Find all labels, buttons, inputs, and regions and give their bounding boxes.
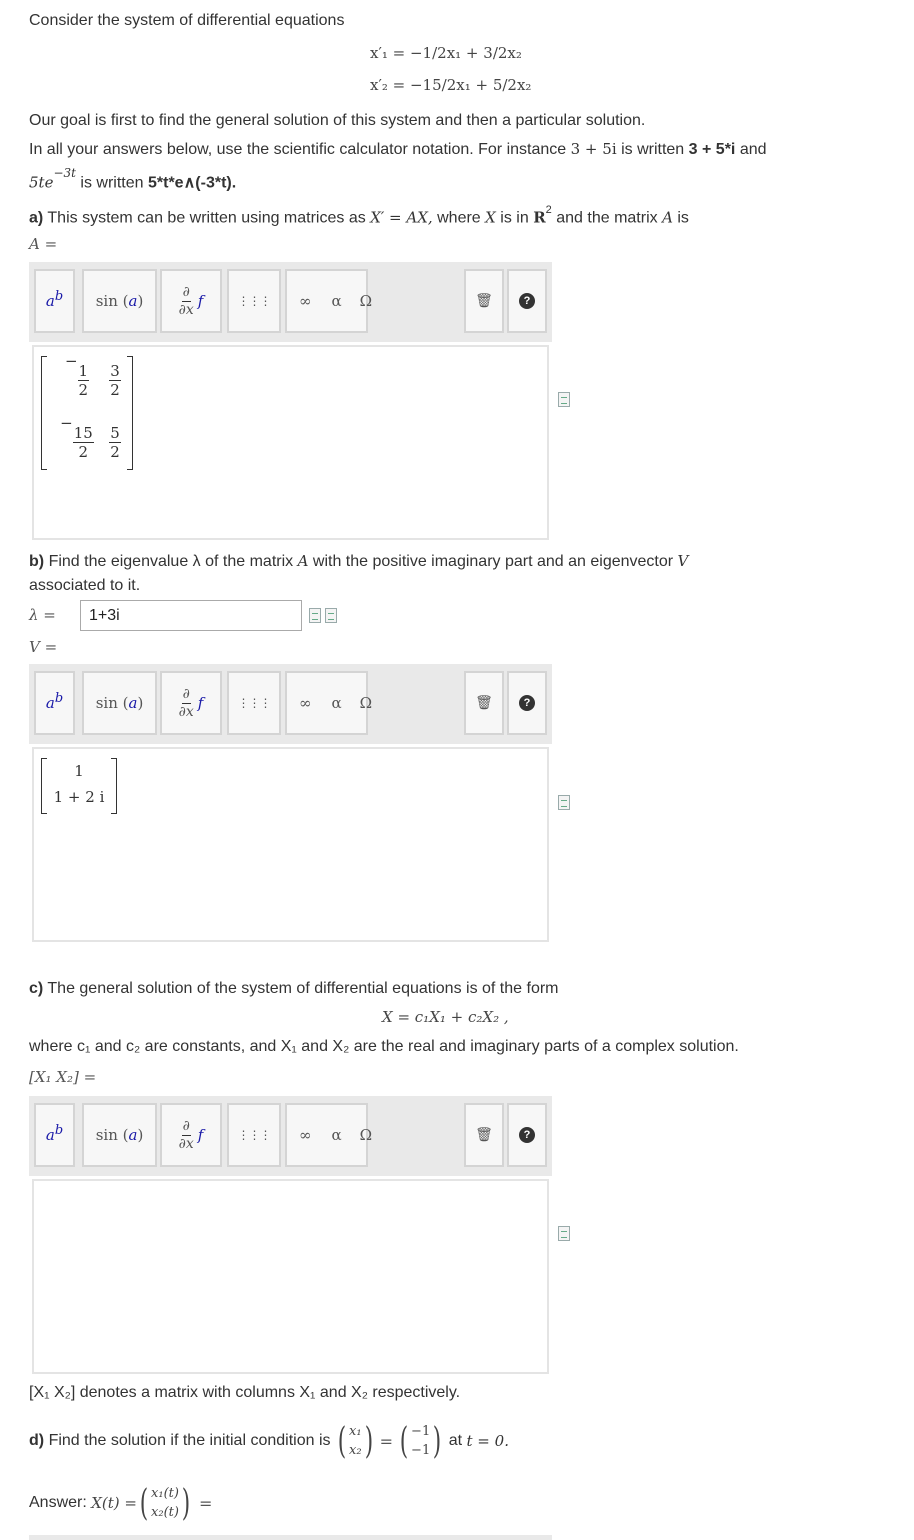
help-button[interactable] — [507, 671, 547, 735]
V-label: V = — [29, 638, 58, 656]
lambda-input[interactable]: 1+3i — [80, 600, 302, 631]
trash-icon: 🗑 — [475, 1127, 493, 1143]
notation-line-2 — [29, 166, 237, 192]
answer-vector: x₁(t) x₂(t) — [151, 1486, 179, 1520]
part-a-text: This system can be written using matrices as — [47, 209, 366, 227]
matrix-icon-button[interactable] — [227, 671, 281, 735]
part-c-note: [X₁ X₂] denotes a matrix with columns X₁ and X₂ respectively. — [29, 1384, 461, 1401]
answer-label: Answer: — [29, 1494, 87, 1511]
preview-icon-a[interactable] — [558, 392, 570, 407]
matrix-icon: ⋮⋮⋮ — [237, 294, 271, 308]
derivative-button[interactable]: $\frac{\partial}{\partial x}$ f — [160, 1103, 222, 1167]
notation-pre: In all your answers below, use the scientific calculator notation. For instance — [29, 141, 567, 158]
notation-line — [29, 140, 767, 159]
lambda-label: λ = — [29, 606, 56, 624]
matrix-icon-button[interactable] — [227, 269, 281, 333]
help-button[interactable] — [507, 1103, 547, 1167]
part-b-text: Find the eigenvalue λ of the matrix — [48, 553, 294, 570]
alpha-icon: α — [331, 694, 342, 712]
A-equals-label: A = — [29, 235, 58, 253]
vector-V — [41, 758, 117, 814]
equation-1: x′₁ = −1/2x₁ + 3/2x₂ — [370, 44, 522, 62]
trash-button[interactable] — [464, 269, 504, 333]
vector-V-r1: 1 — [74, 762, 84, 780]
matrix-A — [41, 352, 133, 470]
editor-toolbar — [29, 262, 552, 342]
trash-button[interactable] — [464, 671, 504, 735]
initial-rhs-vector: −1 −1 — [411, 1424, 431, 1458]
initial-lhs-vector: x₁ x₂ — [349, 1424, 362, 1458]
part-b-label: b) — [29, 553, 45, 570]
help-button[interactable] — [507, 269, 547, 333]
trash-icon: 🗑 — [475, 695, 493, 711]
part-a-and-matrix: and the matrix — [556, 209, 658, 227]
notation-example-1-math: 3 + 5i — [570, 140, 617, 158]
sin-button[interactable]: sin ( a ) — [82, 1103, 157, 1167]
part-b-prompt — [29, 549, 869, 598]
help-icon: ? — [519, 293, 535, 309]
part-a-is: is — [677, 209, 689, 227]
matrix-X1X2-editor — [29, 1096, 552, 1374]
notation-example-2-calc: 5*t*e∧(-3*t). — [148, 174, 237, 192]
matrix-icon: ⋮⋮⋮ — [237, 696, 271, 710]
part-c-label: c) — [29, 980, 44, 997]
notation-is-written-1: is written — [621, 141, 685, 158]
symbols-button[interactable] — [285, 1103, 373, 1167]
part-d-label: d) — [29, 1432, 45, 1449]
preview-icon-c[interactable] — [558, 1226, 570, 1241]
part-a-label: a) — [29, 209, 44, 227]
power-button[interactable]: a $^b$ — [34, 671, 75, 735]
X1X2-label: [X₁ X₂] = — [29, 1068, 97, 1086]
omega-icon: Ω — [359, 694, 373, 712]
editor-toolbar — [29, 1096, 552, 1176]
sin-button[interactable]: sin ( a ) — [82, 671, 157, 735]
answer-X: X(t) = — [91, 1494, 137, 1512]
trash-icon: 🗑 — [475, 293, 493, 309]
omega-icon: Ω — [359, 292, 373, 310]
matrix-A-r2c2: $\frac{5}{2}$ — [110, 424, 120, 461]
preview-icon-b[interactable] — [558, 795, 570, 810]
matrix-A-editor — [29, 262, 552, 540]
matrix-A-r2c1: − $\frac{15}{2}$ — [60, 414, 93, 461]
part-c-where: where c₁ and c₂ are constants, and X₁ and X₂ are the real and imaginary parts of a complex solution. — [29, 1038, 739, 1055]
matrix-A-r1c2: $\frac{3}{2}$ — [110, 362, 120, 399]
notation-example-2-math: 5te — [29, 173, 54, 192]
alpha-icon: α — [331, 292, 342, 310]
power-button[interactable]: a $^b$ — [34, 1103, 75, 1167]
derivative-button[interactable]: $\frac{\partial}{\partial x}$ f — [160, 671, 222, 735]
goal-text: Our goal is first to find the general solution of this system and then a particular solution. — [29, 112, 646, 129]
part-a-where: where — [437, 209, 481, 227]
part-d-at: at — [448, 1432, 463, 1449]
vector-V-r2: 1 + 2 i — [53, 788, 105, 806]
notation-example-1-calc: 3 + 5*i — [688, 141, 736, 158]
notation-example-2-exponent: −3t — [53, 166, 76, 180]
next-editor-toolbar-edge — [29, 1535, 552, 1540]
alpha-icon: α — [331, 1126, 342, 1144]
help-icon: ? — [519, 1127, 535, 1143]
part-a-is-in: is in — [500, 209, 529, 227]
notation-and: and — [739, 141, 767, 158]
derivative-button[interactable]: $\frac{\partial}{\partial x}$ f — [160, 269, 222, 333]
matrix-A-r1c1: − $\frac{1}{2}$ — [64, 352, 89, 399]
matrix-icon-button[interactable] — [227, 1103, 281, 1167]
part-c-formula: X = c₁X₁ + c₂X₂ , — [382, 1008, 509, 1026]
part-d-prompt: d) Find the solution if the initial condition is ( x₁ x₂ ) = ( −1 −1 ) at t = 0. — [29, 1420, 509, 1462]
matrix-A-input-area[interactable] — [32, 345, 549, 540]
sin-button[interactable]: sin ( a ) — [82, 269, 157, 333]
part-c-prompt — [29, 980, 559, 998]
part-a-R-exp: 2 — [545, 204, 552, 216]
part-a-X: X — [485, 208, 496, 227]
symbols-button[interactable] — [285, 269, 373, 333]
omega-icon: Ω — [359, 1126, 373, 1144]
power-button[interactable]: a $^b$ — [34, 269, 75, 333]
vector-V-input-area[interactable] — [32, 747, 549, 942]
preview-icon-lambda-2[interactable] — [325, 608, 337, 623]
part-b-text2: with the positive imaginary part and an eigenvector — [312, 553, 674, 570]
editor-toolbar — [29, 664, 552, 744]
vector-V-editor — [29, 664, 552, 942]
equation-2: x′₂ = −15/2x₁ + 5/2x₂ — [370, 76, 532, 94]
answer-row: Answer: X(t) = ( x₁(t) x₂(t) ) = — [29, 1482, 213, 1524]
matrix-icon: ⋮⋮⋮ — [237, 1128, 271, 1142]
part-a-equation: X′ = AX, — [370, 208, 433, 227]
part-d-t0: t = 0. — [466, 1432, 509, 1450]
part-c-text: The general solution of the system of differential equations is of the form — [47, 980, 559, 997]
infinity-icon: ∞ — [299, 1126, 312, 1144]
part-b-A: A — [297, 552, 309, 570]
help-icon: ? — [519, 695, 535, 711]
preview-icon-lambda[interactable] — [309, 608, 321, 623]
part-a-R: R — [533, 208, 546, 227]
notation-is-written-2: is written — [80, 174, 144, 192]
intro-text: Consider the system of differential equations — [29, 12, 345, 29]
symbols-button[interactable] — [285, 671, 373, 735]
infinity-icon: ∞ — [299, 292, 312, 310]
infinity-icon: ∞ — [299, 694, 312, 712]
part-a-A: A — [662, 208, 673, 227]
part-d-text: Find the solution if the initial condition is — [48, 1432, 331, 1449]
part-a-prompt — [29, 204, 689, 227]
matrix-X1X2-input-area[interactable] — [32, 1179, 549, 1374]
part-b-V: V — [677, 552, 689, 570]
trash-button[interactable] — [464, 1103, 504, 1167]
part-b-text3: associated to it. — [29, 577, 141, 594]
